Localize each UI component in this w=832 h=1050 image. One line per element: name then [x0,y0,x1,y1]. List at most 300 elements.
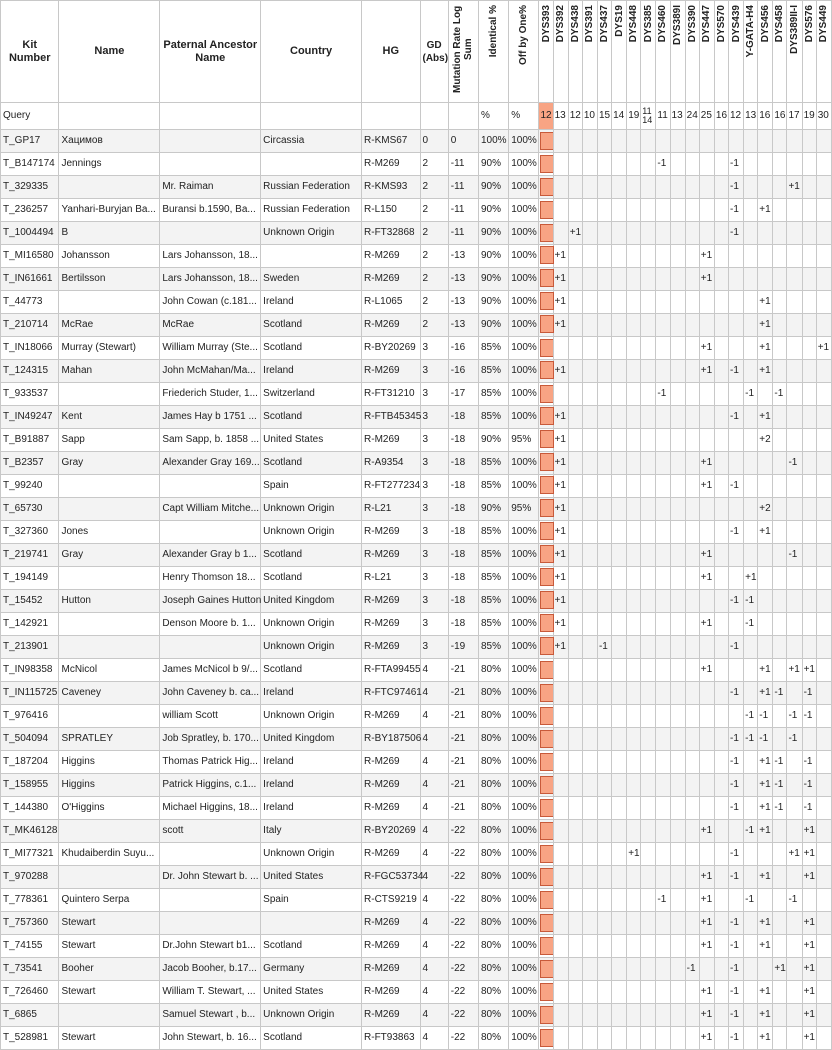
marker-diff-cell [582,613,597,636]
table-row[interactable] [1,429,832,452]
marker-diff-cell [802,889,816,912]
kit-number[interactable]: T_219741 [1,544,59,567]
marker-diff-cell [597,820,611,843]
gd-cell: 3 [420,337,448,360]
country-cell: Ireland [261,682,362,705]
marker-diff-cell [627,130,641,153]
kit-number[interactable]: T_933537 [1,383,59,406]
marker-diff-cell [612,383,627,406]
marker-diff-cell: +1 [699,245,714,268]
col-mutation-rate[interactable]: Mutation Rate Log Sum [448,1,478,103]
col-kit-number[interactable]: Kit Number [1,1,59,103]
mutation-rate-cell: -13 [448,291,478,314]
col-marker[interactable]: DYS447 [699,1,714,103]
table-row[interactable] [1,383,832,406]
marker-diff-cell [627,636,641,659]
marker-diff-cell [539,728,553,751]
kit-number[interactable]: T_65730 [1,498,59,521]
name-cell: Sapp [59,429,160,452]
marker-diff-cell [627,613,641,636]
marker-diff-cell [685,774,699,797]
table-row[interactable] [1,705,832,728]
marker-diff-cell [744,981,758,1004]
table-row[interactable] [1,199,832,222]
country-cell: Spain [261,889,362,912]
marker-diff-cell: -1 [729,176,744,199]
marker-diff-value: +1 [554,480,566,491]
ancestor-cell: Michael Higgins, 18... [160,797,261,820]
mutation-rate-cell: -22 [448,958,478,981]
kit-number[interactable]: T_IN61661 [1,268,59,291]
marker-diff-cell [816,958,831,981]
marker-diff-cell [758,475,773,498]
kit-number[interactable]: T_236257 [1,199,59,222]
marker-diff-cell [685,797,699,820]
col-gd[interactable]: GD (Abs) [420,1,448,103]
marker-diff-cell [627,337,641,360]
table-row[interactable] [1,567,832,590]
marker-diff-cell [714,153,728,176]
marker-diff-cell [612,199,627,222]
table-row[interactable] [1,475,832,498]
marker-diff-cell [670,935,685,958]
marker-diff-cell [699,590,714,613]
marker-diff-cell [670,889,685,912]
marker-diff-cell [612,912,627,935]
marker-diff-cell [627,866,641,889]
marker-diff-cell [597,659,611,682]
table-row[interactable] [1,751,832,774]
kit-number[interactable]: T_329335 [1,176,59,199]
off-by-one-cell: 100% [509,567,539,590]
kit-number[interactable]: T_778361 [1,889,59,912]
marker-diff-cell [714,866,728,889]
marker-diff-cell [773,429,787,452]
marker-diff-cell [627,728,641,751]
kit-number[interactable]: T_IN49247 [1,406,59,429]
marker-diff-cell [627,498,641,521]
query-match-marker [540,292,554,310]
ancestor-cell [160,843,261,866]
kit-number[interactable]: T_IN18066 [1,337,59,360]
gd-cell: 2 [420,222,448,245]
haplogroup-cell: R-FT31210 [362,383,420,406]
marker-diff-cell [612,360,627,383]
marker-diff-cell [627,544,641,567]
marker-diff-cell [627,521,641,544]
marker-diff-cell [539,958,553,981]
name-cell: Johansson [59,245,160,268]
gd-cell: 4 [420,981,448,1004]
country-cell: Scotland [261,406,362,429]
marker-diff-cell [729,291,744,314]
table-row[interactable] [1,866,832,889]
country-cell [261,153,362,176]
country-cell: Scotland [261,314,362,337]
marker-diff-cell [539,406,566,429]
marker-diff-cell: -1 [773,797,787,820]
col-marker[interactable]: DYS393 [539,1,553,103]
marker-diff-cell [802,314,816,337]
marker-diff-cell [627,889,641,912]
query-marker-value: 13 [670,103,685,130]
marker-diff-cell [641,498,656,521]
table-row[interactable] [1,682,832,705]
gd-cell: 3 [420,590,448,613]
col-marker[interactable]: DYS389I [670,1,685,103]
marker-diff-cell [656,291,670,314]
kit-number[interactable]: T_213901 [1,636,59,659]
marker-diff-cell [539,498,566,521]
off-by-one-cell: 100% [509,866,539,889]
col-marker[interactable]: DYS390 [685,1,699,103]
marker-diff-cell [685,912,699,935]
off-by-one-cell: 100% [509,1004,539,1027]
off-by-one-cell: 100% [509,130,539,153]
country-cell: Russian Federation [261,176,362,199]
marker-diff-cell [656,774,670,797]
kit-number[interactable]: T_144380 [1,797,59,820]
marker-diff-cell [699,797,714,820]
table-row[interactable] [1,958,832,981]
marker-diff-cell [802,498,816,521]
marker-diff-cell [582,452,597,475]
marker-diff-cell: +1 [787,659,802,682]
col-name[interactable]: Name [59,1,160,103]
table-row[interactable] [1,912,832,935]
table-row[interactable] [1,521,832,544]
marker-diff-cell [612,659,627,682]
kit-number[interactable]: T_44773 [1,291,59,314]
ancestor-cell: Alexander Gray b 1... [160,544,261,567]
table-row[interactable] [1,406,832,429]
kit-number[interactable]: T_757360 [1,912,59,935]
gd-cell: 4 [420,797,448,820]
kit-number[interactable]: T_327360 [1,521,59,544]
marker-diff-cell [685,1027,699,1050]
marker-diff-cell [597,199,611,222]
name-cell: Khudaiberdin Suyu... [59,843,160,866]
country-cell: Scotland [261,1027,362,1050]
name-cell: Jennings [59,153,160,176]
marker-diff-cell [539,705,553,728]
col-country[interactable]: Country [261,1,362,103]
kit-number[interactable]: T_MI77321 [1,843,59,866]
kit-number[interactable]: T_6865 [1,1004,59,1027]
col-marker[interactable]: DYS570 [714,1,728,103]
marker-diff-cell [699,774,714,797]
marker-diff-cell [787,475,802,498]
marker-diff-cell [656,705,670,728]
marker-diff-cell [612,1004,627,1027]
col-marker[interactable]: DYS458 [773,1,787,103]
marker-diff-cell [685,245,699,268]
marker-diff-cell [582,797,597,820]
marker-diff-cell [787,613,802,636]
query-marker-value: 13 [744,103,758,130]
table-row[interactable] [1,820,832,843]
marker-diff-cell [612,130,627,153]
mutation-rate-cell: -22 [448,820,478,843]
query-marker-value: 13 [553,103,568,130]
gd-cell: 4 [420,958,448,981]
col-paternal-ancestor[interactable]: Paternal Ancestor Name [160,1,261,103]
marker-diff-cell: -1 [656,153,670,176]
table-row[interactable] [1,268,832,291]
query-match-marker [540,637,554,655]
col-marker[interactable]: DYS456 [758,1,773,103]
table-row[interactable] [1,659,832,682]
kit-number[interactable]: T_976416 [1,705,59,728]
kit-number[interactable]: T_B147174 [1,153,59,176]
marker-diff-cell [582,820,597,843]
marker-diff-cell [612,613,627,636]
table-row[interactable] [1,176,832,199]
kit-number[interactable]: T_210714 [1,314,59,337]
col-marker[interactable]: DYS385 [641,1,656,103]
marker-diff-cell: -1 [729,682,744,705]
kit-number[interactable]: T_MK46128 [1,820,59,843]
table-row[interactable] [1,774,832,797]
marker-diff-cell [729,268,744,291]
kit-number[interactable]: T_15452 [1,590,59,613]
marker-diff-cell [685,222,699,245]
col-marker[interactable]: DYS19 [612,1,627,103]
marker-diff-cell [744,360,758,383]
kit-number[interactable]: T_B2357 [1,452,59,475]
name-cell: Hutton [59,590,160,613]
identical-cell: 80% [478,935,508,958]
col-marker[interactable]: DYS439 [729,1,744,103]
country-cell: Unknown Origin [261,498,362,521]
marker-diff-cell: +1 [699,820,714,843]
marker-diff-cell [641,912,656,935]
marker-diff-cell [641,153,656,176]
kit-number[interactable]: T_124315 [1,360,59,383]
table-row[interactable] [1,498,832,521]
kit-number[interactable]: T_IN98358 [1,659,59,682]
marker-diff-cell [685,475,699,498]
marker-diff-cell [729,659,744,682]
kit-number[interactable]: T_726460 [1,981,59,1004]
haplogroup-cell: R-L21 [362,567,420,590]
col-marker[interactable]: DYS437 [597,1,611,103]
marker-diff-cell [553,981,568,1004]
col-marker[interactable]: DYS576 [802,1,816,103]
kit-number[interactable]: T_1004494 [1,222,59,245]
marker-diff-cell [656,498,670,521]
kit-number[interactable]: T_IN115725 [1,682,59,705]
table-row[interactable] [1,728,832,751]
col-haplogroup[interactable]: HG [362,1,420,103]
marker-diff-cell [597,797,611,820]
gd-cell: 4 [420,751,448,774]
haplogroup-cell: R-BY187506 [362,728,420,751]
marker-diff-value: +1 [554,595,566,606]
name-cell: Higgins [59,774,160,797]
marker-diff-cell [670,958,685,981]
marker-diff-cell [656,590,670,613]
col-marker[interactable]: DYS391 [582,1,597,103]
name-cell [59,866,160,889]
marker-diff-cell: +1 [802,1004,816,1027]
kit-number[interactable]: T_970288 [1,866,59,889]
marker-diff-cell [699,314,714,337]
marker-diff-cell [553,1004,568,1027]
marker-diff-cell [612,176,627,199]
gd-cell: 4 [420,1004,448,1027]
col-marker[interactable]: DYS389II-I [787,1,802,103]
marker-diff-cell [816,153,831,176]
marker-diff-cell [568,889,582,912]
marker-diff-value: +1 [554,457,566,468]
marker-diff-cell [656,981,670,1004]
marker-diff-cell [656,659,670,682]
marker-diff-cell: -1 [744,590,758,613]
ancestor-cell [160,912,261,935]
marker-diff-cell: -1 [729,521,744,544]
marker-diff-cell: -1 [656,889,670,912]
marker-diff-cell [714,820,728,843]
table-row[interactable] [1,889,832,912]
table-row[interactable] [1,360,832,383]
col-marker[interactable]: DYS449 [816,1,831,103]
kit-number[interactable]: T_99240 [1,475,59,498]
marker-diff-cell [758,590,773,613]
query-match-marker [540,361,554,379]
marker-diff-cell [597,429,611,452]
marker-diff-cell: +1 [758,981,773,1004]
marker-diff-cell [656,429,670,452]
marker-diff-cell [568,912,582,935]
gd-cell: 4 [420,705,448,728]
marker-diff-cell [612,429,627,452]
marker-diff-cell [582,337,597,360]
kit-number[interactable]: T_74155 [1,935,59,958]
marker-diff-cell [656,176,670,199]
kit-number[interactable]: T_GP17 [1,130,59,153]
kit-number[interactable]: T_142921 [1,613,59,636]
table-row[interactable] [1,1004,832,1027]
marker-diff-cell [568,199,582,222]
table-row[interactable] [1,981,832,1004]
marker-diff-cell [582,981,597,1004]
kit-number[interactable]: T_504094 [1,728,59,751]
kit-number[interactable]: T_MI16580 [1,245,59,268]
marker-diff-cell [816,222,831,245]
marker-diff-cell [612,337,627,360]
table-row[interactable] [1,613,832,636]
marker-diff-cell: +1 [758,774,773,797]
off-by-one-cell: 100% [509,176,539,199]
marker-diff-cell [787,636,802,659]
table-row[interactable] [1,130,832,153]
col-identical[interactable]: Identical % [478,1,508,103]
marker-diff-cell [539,682,553,705]
marker-diff-cell [568,544,582,567]
kit-number[interactable]: T_158955 [1,774,59,797]
haplogroup-cell: R-M269 [362,360,420,383]
ancestor-cell: william Scott [160,705,261,728]
col-marker[interactable]: DYS438 [568,1,582,103]
marker-diff-cell [597,291,611,314]
marker-diff-cell: +1 [802,1027,816,1050]
ancestor-cell [160,475,261,498]
gd-cell: 4 [420,889,448,912]
marker-diff-cell [670,1027,685,1050]
marker-diff-cell [627,935,641,958]
country-cell: Switzerland [261,383,362,406]
identical-cell: 90% [478,429,508,452]
name-cell [59,1004,160,1027]
table-row[interactable] [1,544,832,567]
identical-cell: 85% [478,521,508,544]
table-row[interactable] [1,245,832,268]
table-row[interactable] [1,636,832,659]
name-cell [59,613,160,636]
kit-number[interactable]: T_187204 [1,751,59,774]
marker-diff-cell [787,866,802,889]
haplogroup-cell: R-M269 [362,958,420,981]
table-row[interactable] [1,314,832,337]
marker-diff-cell [641,544,656,567]
ancestor-cell: Mr. Raiman [160,176,261,199]
haplogroup-cell: R-KMS67 [362,130,420,153]
marker-diff-value: +1 [554,503,566,514]
marker-diff-cell [744,659,758,682]
marker-diff-cell [656,958,670,981]
ancestor-cell: James Hay b 1751 ... [160,406,261,429]
marker-diff-cell [729,452,744,475]
marker-diff-value: +1 [554,618,566,629]
table-row[interactable] [1,222,832,245]
marker-diff-cell [773,705,787,728]
table-row[interactable] [1,797,832,820]
table-row[interactable] [1,1027,832,1050]
col-marker[interactable]: Y-GATA-H4 [744,1,758,103]
haplogroup-cell: R-M269 [362,314,420,337]
col-off-by-one[interactable]: Off by One% [509,1,539,103]
kit-number[interactable]: T_528981 [1,1027,59,1050]
col-marker[interactable]: DYS392 [553,1,568,103]
off-by-one-cell: 100% [509,981,539,1004]
marker-diff-cell [744,153,758,176]
match-rows [1,103,832,1050]
table-row[interactable] [1,153,832,176]
table-row[interactable] [1,935,832,958]
marker-diff-cell [656,360,670,383]
query-marker-value: 25 [699,103,714,130]
col-marker[interactable]: DYS460 [656,1,670,103]
table-row[interactable] [1,291,832,314]
table-row[interactable] [1,337,832,360]
kit-number[interactable]: T_B91887 [1,429,59,452]
col-marker[interactable]: DYS448 [627,1,641,103]
marker-diff-cell [627,659,641,682]
table-row[interactable] [1,590,832,613]
marker-diff-cell [553,705,568,728]
ancestor-cell: Job Spratley, b. 170... [160,728,261,751]
kit-number[interactable]: T_194149 [1,567,59,590]
kit-number[interactable]: T_73541 [1,958,59,981]
table-row[interactable] [1,843,832,866]
marker-diff-cell [656,337,670,360]
marker-diff-cell: +1 [699,268,714,291]
marker-diff-cell [699,751,714,774]
marker-diff-cell [670,682,685,705]
marker-diff-cell [597,728,611,751]
table-row[interactable] [1,452,832,475]
